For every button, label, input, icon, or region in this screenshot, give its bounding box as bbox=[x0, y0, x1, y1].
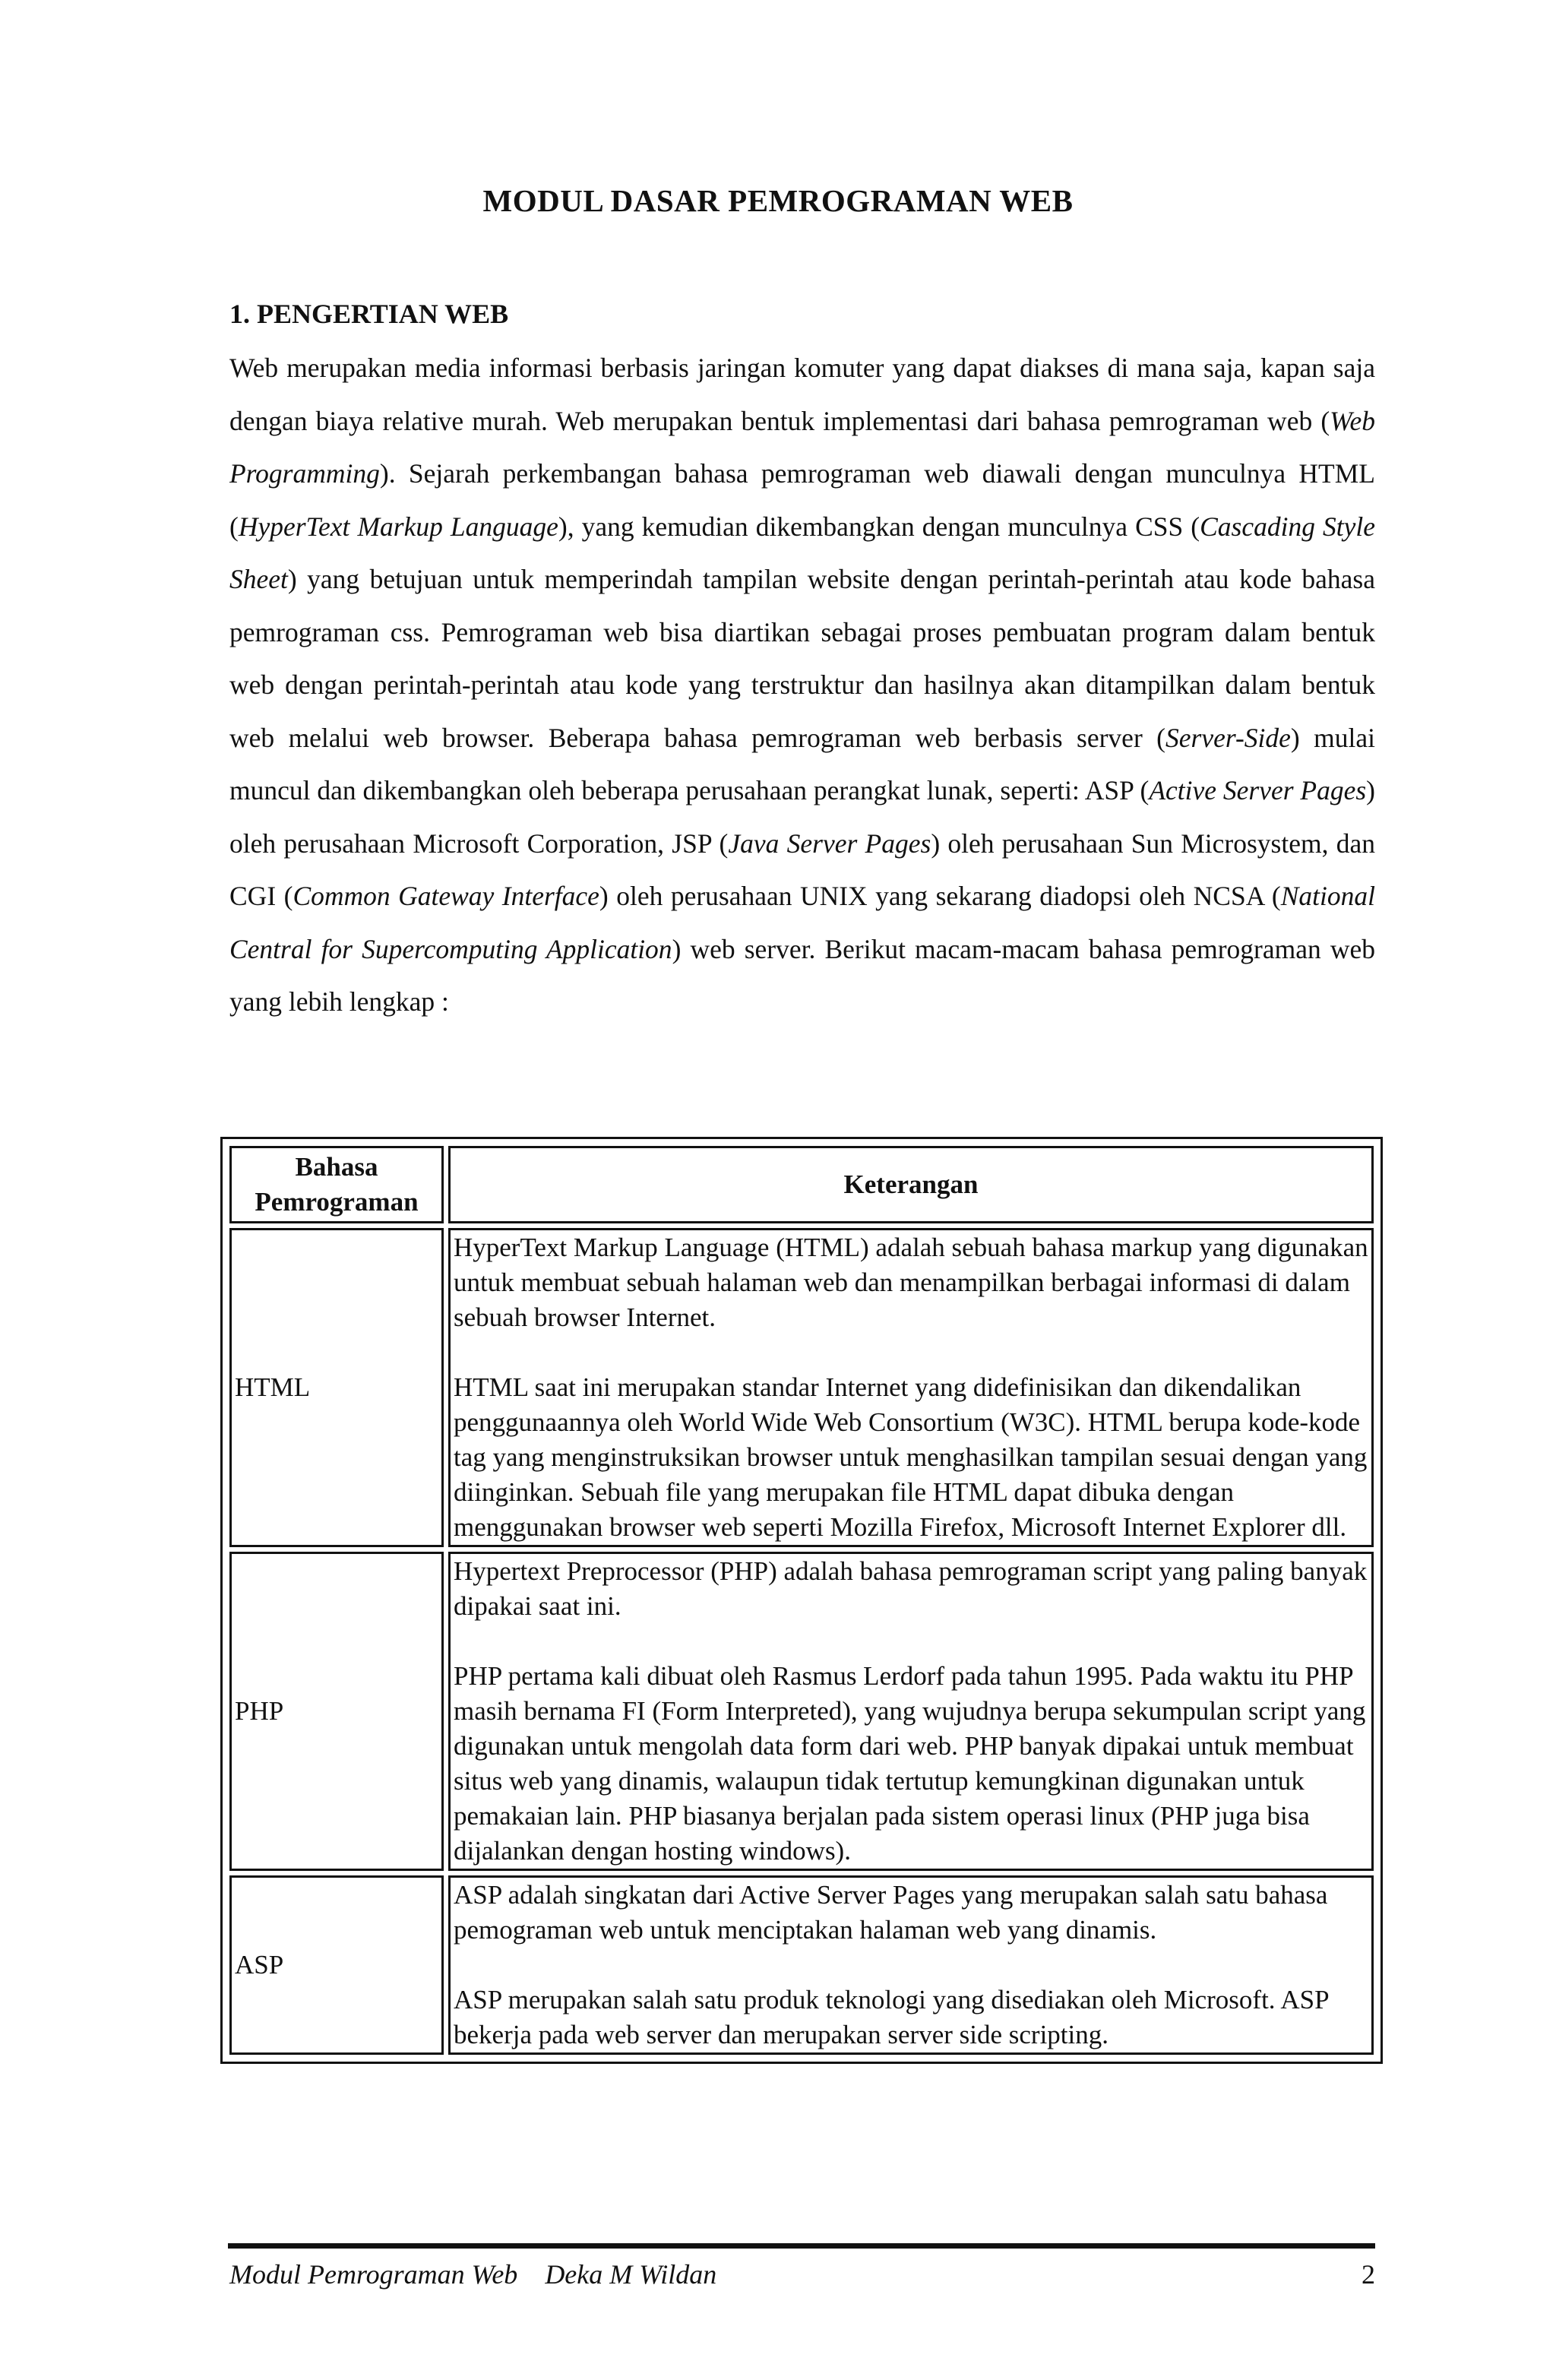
paragraph-text: ) yang betujuan untuk memperindah tampilan website dengan perintah-perintah atau kode bahasa pemrograman css. Pemrograman web bisa diartikan sebagai proses pembuatan program dalam bentuk web dengan perintah-perintah atau kode yang terstruktur dan hasilnya akan ditampilkan dalam bentuk web melalui web browser. Beberapa bahasa pemrograman web berbasis server ( bbox=[229, 564, 1375, 753]
footer-author: Deka M Wildan bbox=[545, 2259, 717, 2290]
page-footer bbox=[229, 2258, 1375, 2290]
section-heading: 1. PENGERTIAN WEB bbox=[229, 299, 509, 329]
italic-term: Web Programming bbox=[229, 405, 1375, 489]
header-keterangan: Keterangan bbox=[448, 1146, 1374, 1223]
description-paragraph: ASP merupakan salah satu produk teknologi yang disediakan oleh Microsoft. ASP bekerja pada web server dan merupakan server side scripting. bbox=[454, 1985, 1329, 2049]
italic-term: Active Server Pages bbox=[1149, 775, 1367, 805]
paragraph-text: ) oleh perusahaan Microsoft Corporation, JSP ( bbox=[229, 775, 1375, 859]
description-paragraph: ASP adalah singkatan dari Active Server Pages yang merupakan salah satu bahasa pemograman web untuk menciptakan halaman web yang dinamis. bbox=[454, 1880, 1328, 1945]
description-paragraph: PHP pertama kali dibuat oleh Rasmus Lerdorf pada tahun 1995. Pada waktu itu PHP masih bernama FI (Form Interpreted), yang wujudnya berupa sekumpulan script yang digunakan untuk mengolah data form dari web. PHP banyak dipakai untuk membuat situs web yang dinamis, walaupun tidak tertutup kemungkinan digunakan untuk pemakaian lain. PHP biasanya berjalan pada sistem operasi linux (PHP juga bisa dijalankan dengan hosting windows). bbox=[454, 1661, 1366, 1866]
intro-paragraph bbox=[229, 342, 1375, 1029]
page-title: MODUL DASAR PEMROGRAMAN WEB bbox=[482, 183, 1074, 218]
table-header-row bbox=[229, 1146, 1374, 1223]
page-number: 2 bbox=[1362, 2259, 1375, 2290]
italic-term: Common Gateway Interface bbox=[293, 881, 599, 911]
paragraph-text: Web merupakan media informasi berbasis jaringan komuter yang dapat diakses di mana saja, kapan saja dengan biaya relative murah. Web merupakan bentuk implementasi dari bahasa pemrograman web ( bbox=[229, 353, 1375, 436]
italic-term: Java Server Pages bbox=[728, 828, 931, 859]
table-row bbox=[229, 1552, 1374, 1871]
footer-module-title: Modul Pemrograman Web bbox=[229, 2259, 518, 2290]
paragraph-text: ) oleh perusahaan Sun Microsystem, dan CGI ( bbox=[229, 828, 1375, 911]
table-row bbox=[229, 1875, 1374, 2055]
paragraph-text: ) oleh perusahaan UNIX yang sekarang diadopsi oleh NCSA ( bbox=[599, 881, 1281, 911]
description-paragraph: HyperText Markup Language (HTML) adalah sebuah bahasa markup yang digunakan untuk membuat sebuah halaman web dan menampilkan berbagai informasi di dalam sebuah browser Internet. bbox=[454, 1233, 1368, 1332]
italic-term: Server-Side bbox=[1165, 722, 1291, 753]
italic-term: Cascading Style Sheet bbox=[229, 511, 1375, 594]
language-table bbox=[220, 1137, 1383, 2064]
description-paragraph: Hypertext Preprocessor (PHP) adalah bahasa pemrograman script yang paling banyak dipakai saat ini. bbox=[454, 1556, 1368, 1621]
cell-language: PHP bbox=[229, 1552, 444, 1871]
cell-description bbox=[448, 1552, 1374, 1871]
cell-description bbox=[448, 1228, 1374, 1547]
paragraph-text: ), yang kemudian dikembangkan dengan munculnya CSS ( bbox=[558, 511, 1200, 542]
cell-language: HTML bbox=[229, 1228, 444, 1547]
paragraph-text: ). Sejarah perkembangan bahasa pemrograman web diawali dengan munculnya HTML ( bbox=[229, 458, 1375, 542]
header-bahasa-pemrograman: Bahasa Pemrograman bbox=[229, 1146, 444, 1223]
cell-language: ASP bbox=[229, 1875, 444, 2055]
cell-description bbox=[448, 1875, 1374, 2055]
table-row bbox=[229, 1228, 1374, 1547]
italic-term: HyperText Markup Language bbox=[238, 511, 558, 542]
description-paragraph: HTML saat ini merupakan standar Internet yang didefinisikan dan dikendalikan penggunaannya oleh World Wide Web Consortium (W3C). HTML berupa kode-kode tag yang menginstruksikan browser untuk menghasilkan tampilan sesuai dengan yang diinginkan. Sebuah file yang merupakan file HTML dapat dibuka dengan menggunakan browser web seperti Mozilla Firefox, Microsoft Internet Explorer dll. bbox=[454, 1372, 1368, 1542]
paragraph-text: ) web server. Berikut macam-macam bahasa pemrograman web yang lebih lengkap : bbox=[229, 933, 1375, 1017]
paragraph-text: ) mulai muncul dan dikembangkan oleh beberapa perusahaan perangkat lunak, seperti: ASP ( bbox=[229, 722, 1375, 805]
italic-term: National Central for Supercomputing Application bbox=[229, 881, 1375, 964]
footer-rule bbox=[228, 2243, 1375, 2249]
